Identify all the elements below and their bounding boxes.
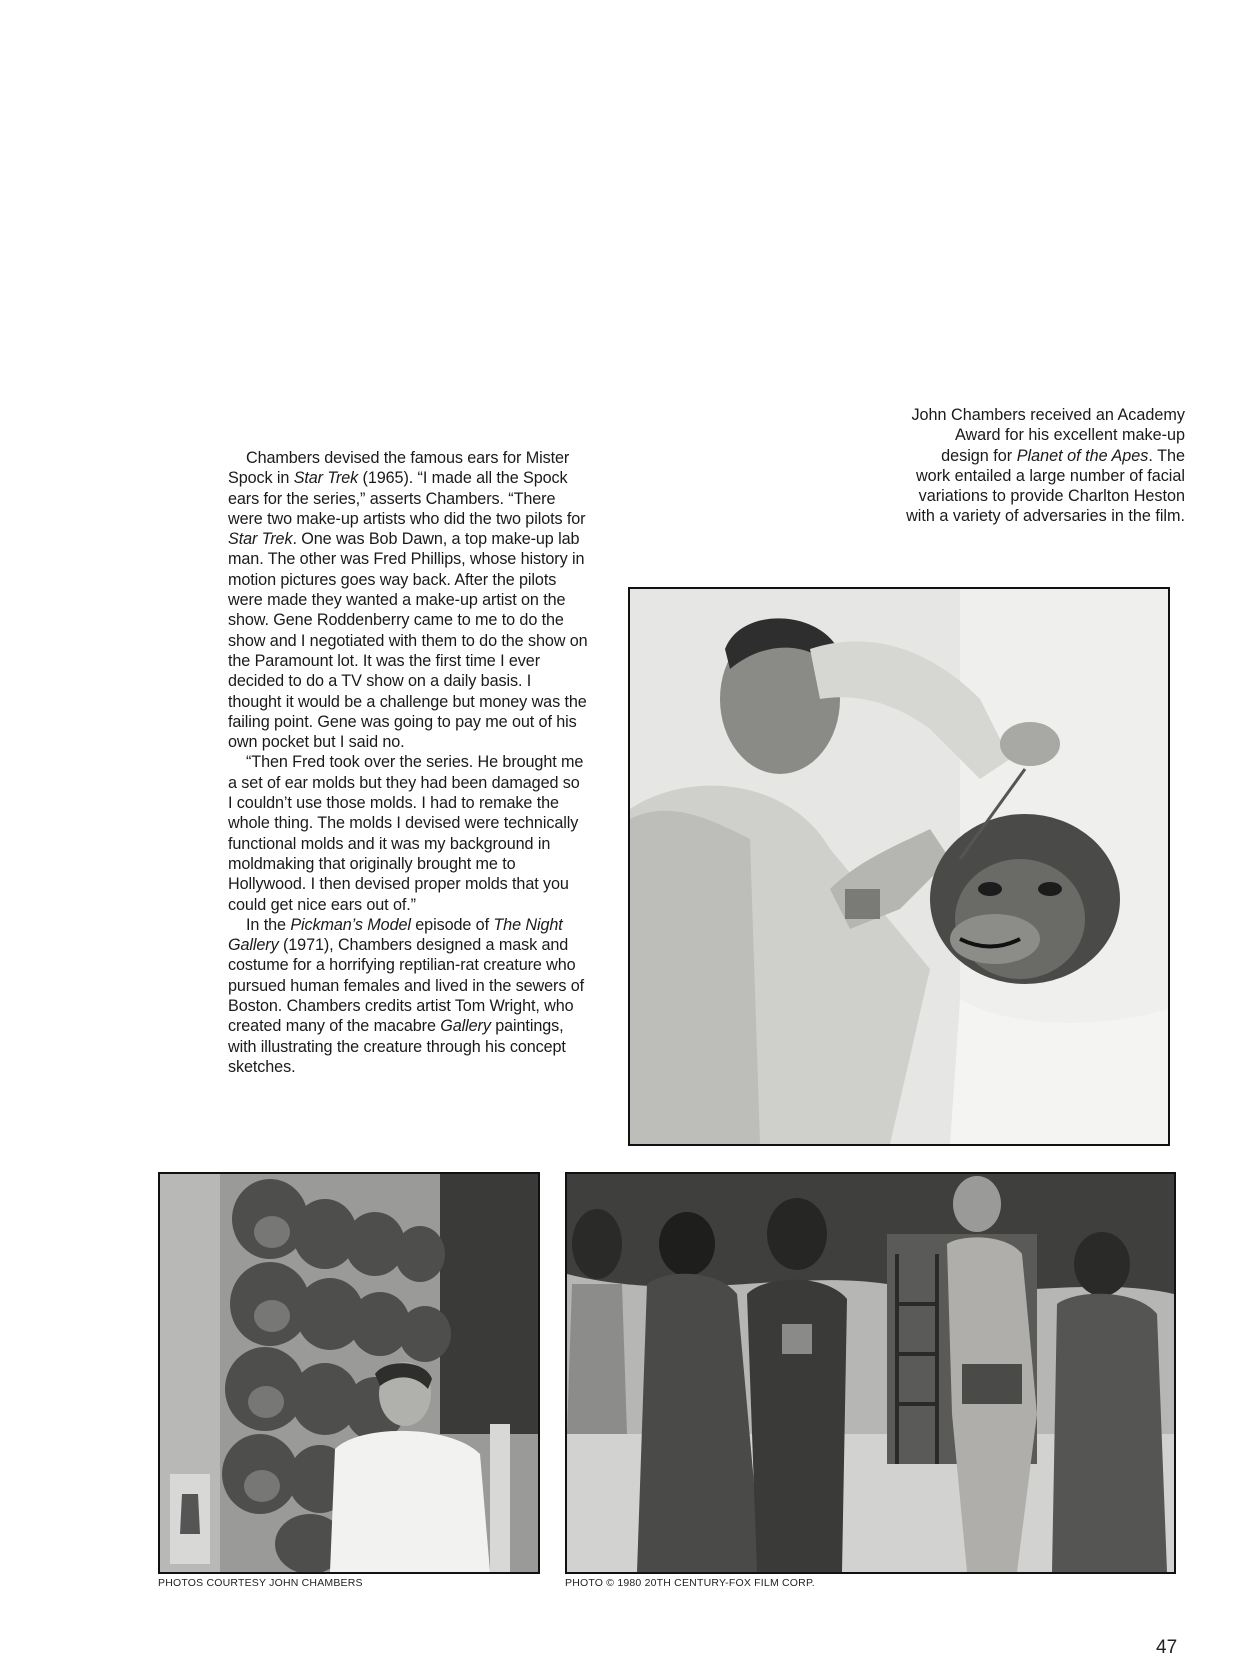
- ape-masks-wall-photo: [158, 1172, 540, 1574]
- photo-credit-left: PHOTOS COURTESY JOHN CHAMBERS: [158, 1577, 363, 1589]
- article-body: [228, 448, 588, 1077]
- body-text-run: (1965). “I made all the Spock ears for the series,” asserts Chambers. “There were two make-up artists who did the two pilots for: [228, 469, 586, 528]
- photo-credit-right: PHOTO © 1980 20TH CENTURY-FOX FILM CORP.: [565, 1577, 815, 1589]
- body-text-run: . One was Bob Dawn, a top make-up lab man. The other was Fred Phillips, whose history in motion pictures goes way back. After the pilots were made they wanted a make-up artist on the show. Gene Roddenberry came to me to do the show and I negotiated with them to do the show on the Paramount lot. It was the first time I ever decided to do a TV show on a daily basis. I thought it would be a challenge but money was the failing point. Gene was going to pay me out of his own pocket but I said no.: [228, 530, 588, 752]
- body-text-run: Gallery: [440, 1017, 491, 1036]
- body-paragraph: [228, 752, 588, 914]
- caption-text-run: . The work entailed a large number of facial variations to provide Charlton Heston with a variety of adversaries in the film.: [906, 446, 1185, 526]
- body-text-run: Chambers devised the famous ears for Mister Spock in: [228, 449, 570, 488]
- page-number: 47: [1156, 1637, 1178, 1658]
- body-text-run: The Night Gallery: [228, 915, 563, 955]
- caption-text-run: John Chambers received an Academy Award for his excellent make-up design for: [911, 406, 1185, 465]
- caption-text-run: Planet of the Apes: [1016, 446, 1149, 465]
- body-text-run: paintings, with illustrating the creature through his concept sketches.: [228, 1017, 566, 1076]
- body-text-run: “Then Fred took over the series. He brought me a set of ear molds but they had been damaged so I couldn’t use those molds. I had to remake the whole thing. The molds I devised were technically functional molds and it was my background in moldmaking that originally brought me to Hollywood. I then devised proper molds that you could get nice ears out of.”: [228, 753, 584, 914]
- body-text-run: episode of: [410, 915, 494, 934]
- body-text-run: Star Trek: [228, 530, 293, 549]
- film-scene-photo: [565, 1172, 1176, 1574]
- body-text-run: Star Trek: [293, 469, 359, 488]
- makeup-application-photo: [628, 587, 1170, 1146]
- body-paragraph: [228, 915, 588, 1077]
- body-text-run: (1971), Chambers designed a mask and costume for a horrifying reptilian-rat creature who pursued human females and lived in the sewers of Boston. Chambers credits artist Tom Wright, who created many of the macabre: [228, 936, 585, 1036]
- body-paragraph: [228, 448, 588, 752]
- body-text-run: Pickman’s Model: [290, 915, 411, 934]
- photo-caption: [905, 405, 1185, 527]
- body-text-run: In the: [246, 915, 291, 934]
